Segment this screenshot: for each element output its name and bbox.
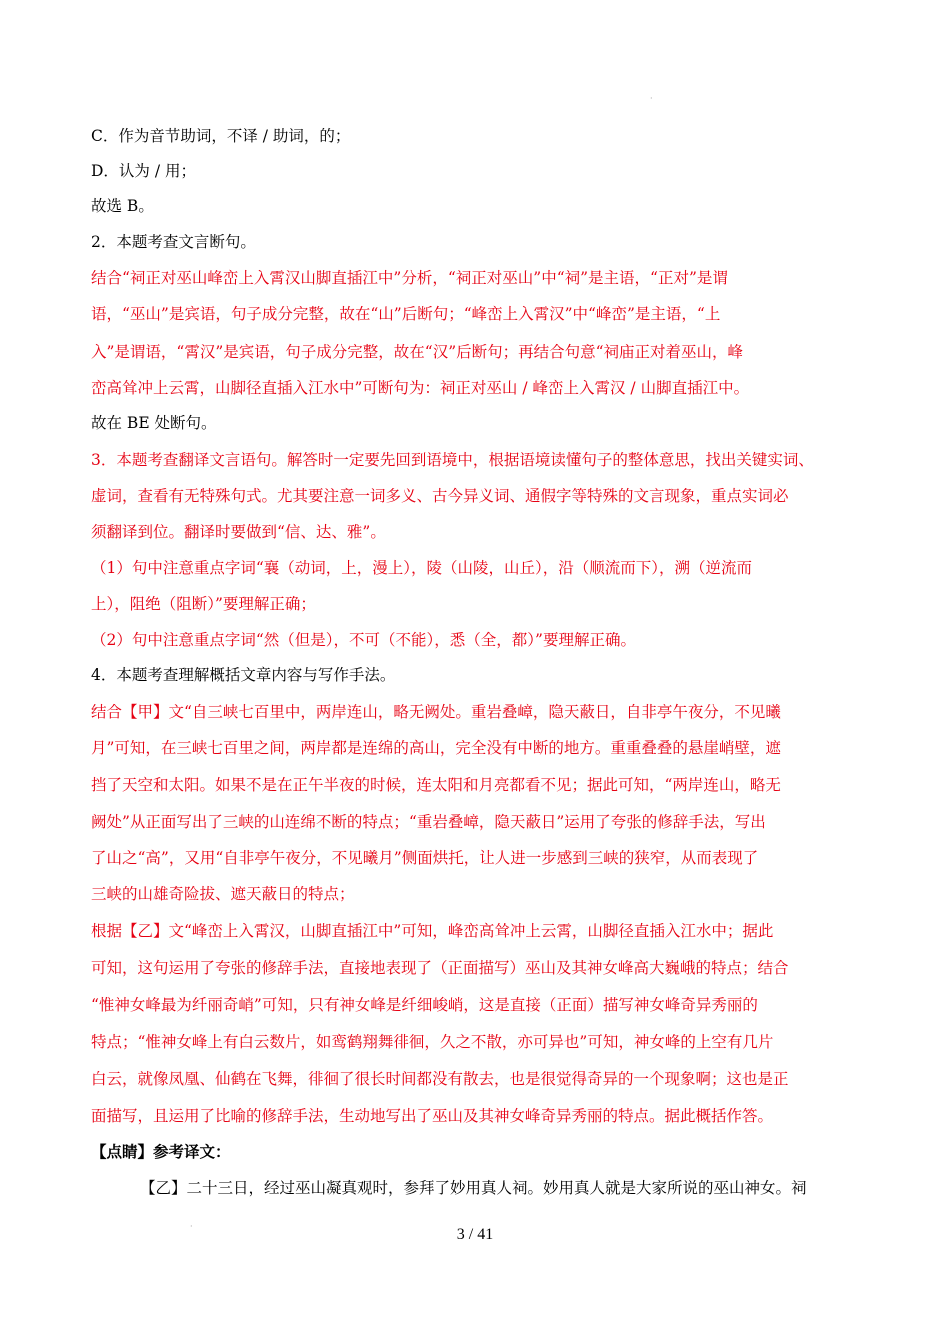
- text-line: 峦高耸冲上云霄，山脚径直插入江水中”可断句为：祠正对巫山 / 峰峦上入霄汉 / 山脚直插江中。: [91, 379, 750, 397]
- text-line: （1）句中注意重点字词“襄（动词，上，漫上），陵（山陵，山丘），沿（顺流而下），溯（逆流而: [91, 559, 753, 577]
- text-line: 3．本题考查翻译文言语句。解答时一定要先回到语境中，根据语境读懂句子的整体意思，找出关键实词、: [91, 451, 814, 469]
- text-line: （2）句中注意重点字词“然（但是），不可（不能），悉（全，都）”要理解正确。: [91, 631, 636, 649]
- text-line: 可知，这句运用了夸张的修辞手法，直接地表现了（正面描写）巫山及其神女峰高大巍峨的特点；结合: [91, 959, 789, 977]
- text-line: 【乙】二十三日，经过巫山凝真观时，参拜了妙用真人祠。妙用真人就是大家所说的巫山神女。祠: [140, 1179, 807, 1197]
- text-line: 语，“巫山”是宾语，句子成分完整，故在“山”后断句；“峰峦上入霄汉”中“峰峦”是主语，“上: [91, 305, 721, 323]
- text-line: C．作为音节助词，不译 / 助词，的；: [91, 127, 351, 145]
- text-line: 入”是谓语，“霄汉”是宾语，句子成分完整，故在“汉”后断句；再结合句意“祠庙正对着巫山，峰: [91, 343, 744, 361]
- text-line: 结合【甲】文“自三峡七百里中，两岸连山，略无阙处。重岩叠嶂，隐天蔽日，自非亭午夜分，不见曦: [91, 703, 781, 721]
- text-line: 面描写，且运用了比喻的修辞手法，生动地写出了巫山及其神女峰奇异秀丽的特点。据此概括作答。: [91, 1107, 774, 1125]
- text-line: “惟神女峰最为纤丽奇峭”可知，只有神女峰是纤细峻峭，这是直接（正面）描写神女峰奇异秀丽的: [91, 996, 758, 1014]
- text-line: 故选 B。: [91, 197, 154, 215]
- text-line: 挡了天空和太阳。如果不是在正午半夜的时候，连太阳和月亮都看不见；据此可知，“两岸连山，略无: [91, 776, 781, 794]
- text-line: 阙处”从正面写出了三峡的山连绵不断的特点；“重岩叠嶂，隐天蔽日”运用了夸张的修辞手法，写出: [91, 813, 766, 831]
- text-line: D．认为 / 用；: [91, 162, 197, 180]
- text-line: 2．本题考查文言断句。: [91, 233, 256, 251]
- text-line: 4．本题考查理解概括文章内容与写作手法。: [91, 666, 396, 684]
- scan-dot: ·: [650, 94, 653, 103]
- text-line: 结合“祠正对巫山峰峦上入霄汉山脚直插江中”分析，“祠正对巫山”中“祠”是主语，“正对”是谓: [91, 269, 728, 287]
- text-line: 故在 BE 处断句。: [91, 414, 217, 432]
- text-line: 三峡的山雄奇险拔、遮天蔽日的特点；: [91, 885, 355, 903]
- text-line: 白云，就像凤凰、仙鹤在飞舞，徘徊了很长时间都没有散去，也是很觉得奇异的一个现象啊；这也是正: [91, 1070, 789, 1088]
- page-number: 3 / 41: [456, 1226, 494, 1243]
- text-line: 了山之“高”，又用“自非亭午夜分，不见曦月”侧面烘托，让人进一步感到三峡的狭窄，从而表现了: [91, 849, 759, 867]
- text-line: 特点；“惟神女峰上有白云数片，如鸾鹤翔舞徘徊，久之不散，亦可异也”可知，神女峰的上空有几片: [91, 1033, 774, 1051]
- scan-dot: ·: [190, 1222, 193, 1231]
- text-line: 虚词，查看有无特殊句式。尤其要注意一词多义、古今异义词、通假字等特殊的文言现象，重点实词必: [91, 487, 789, 505]
- text-line: 须翻译到位。翻译时要做到“信、达、雅”。: [91, 523, 386, 541]
- text-line: 根据【乙】文“峰峦上入霄汉，山脚直插江中”可知，峰峦高耸冲上云霄，山脚径直插入江水中；据此: [91, 922, 774, 940]
- text-line: 月”可知，在三峡七百里之间，两岸都是连绵的高山，完全没有中断的地方。重重叠叠的悬崖峭壁，遮: [91, 739, 781, 757]
- text-line: 上），阻绝（阻断）”要理解正确；: [91, 595, 316, 613]
- text-line: 【点睛】参考译文：: [91, 1142, 231, 1161]
